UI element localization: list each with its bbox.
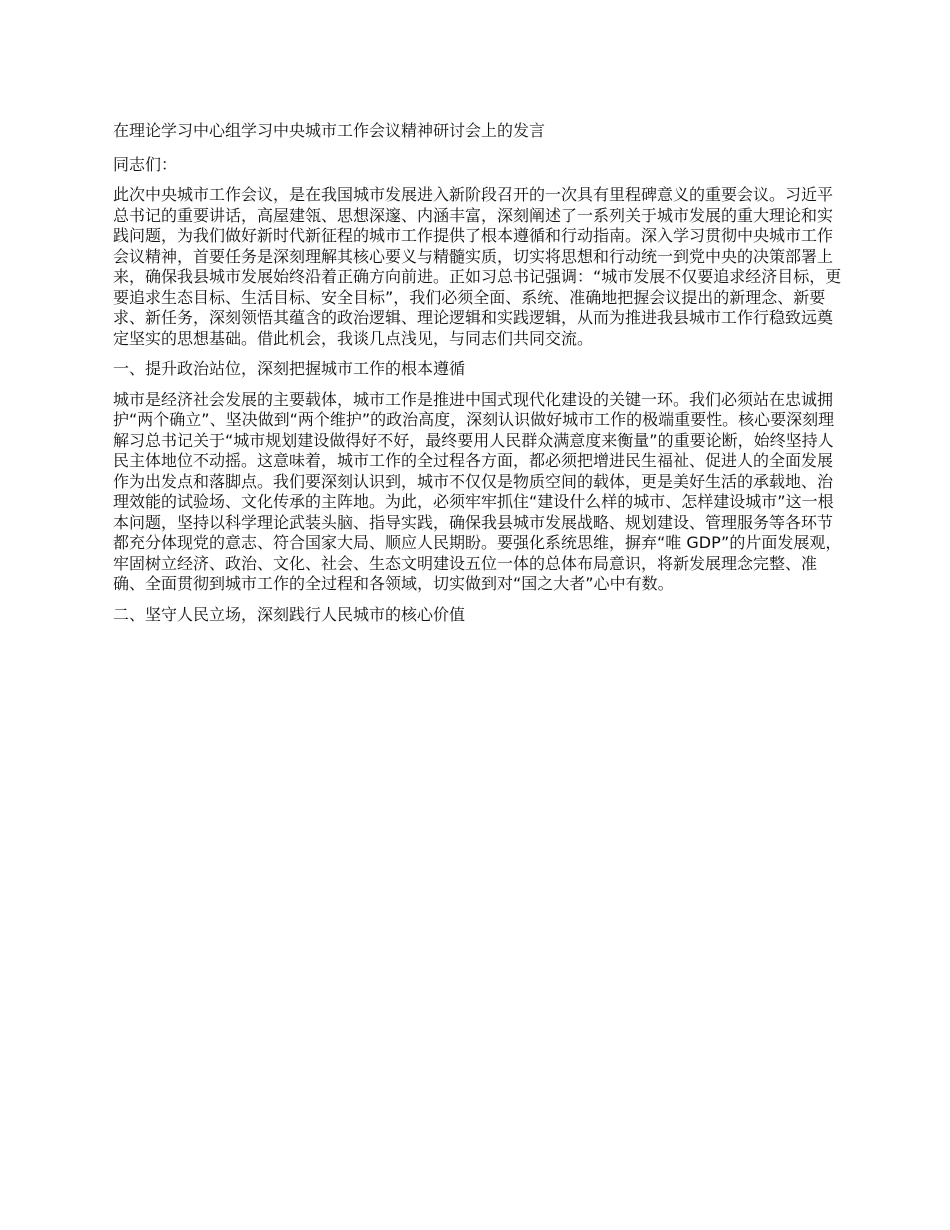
section-heading-2: 二、坚守人民立场，深刻践行人民城市的核心价值: [113, 604, 466, 624]
document-title: 在理论学习中心组学习中央城市工作会议精神研讨会上的发言: [113, 121, 546, 140]
greeting: 同志们：: [113, 154, 178, 174]
paragraph-intro: 此次中央城市工作会议，是在我国城市发展进入新阶段召开的一次具有里程碑意义的重要会议。习近平总书记的重要讲话，高屋建瓴、思想深邃、内涵丰富，深刻阐述了一系列关于城市发展的重大理论和实践问题，为我们做好新时代新征程的城市工作提供了根本遵循和行动指南。深入学习贯彻中央城市工作会议精神，首要任务是深刻理解其核心要义与精髓实质，切实将思想和行动统一到党中央的决策部署上来，确保我县城市发展始终沿着正确方向前进。正如习总书记强调：“城市发展不仅要追求经济目标，更要追求生态目标、生活目标、安全目标”，我们必须全面、系统、准确地把握会议提出的新理念、新要求、新任务，深刻领悟其蕴含的政治逻辑、理论逻辑和实践逻辑，从而为推进我县城市工作行稳致远奠定坚实的思想基础。借此机会，我谈几点浅见，与同志们共同交流。: [113, 185, 842, 348]
document-page: [113, 121, 843, 635]
section-heading-1: 一、提升政治站位，深刻把握城市工作的根本遵循: [113, 359, 466, 378]
paragraph-section-1: 城市是经济社会发展的主要载体，城市工作是推进中国式现代化建设的关键一环。我们必须站在忠诚拥护“两个确立”、坚决做到“两个维护”的政治高度，深刻认识做好城市工作的极端重要性。核心要深刻理解习总书记关于“城市规划建设做得好不好，最终要用人民群众满意度来衡量”的重要论断，始终坚持人民主体地位不动摇。这意味着，城市工作的全过程各方面，都必须把增进民生福祉、促进人的全面发展作为出发点和落脚点。我们要深刻认识到，城市不仅仅是物质空间的载体，更是美好生活的承载地、治理效能的试验场、文化传承的主阵地。为此，必须牢牢抓住“建设什么样的城市、怎样建设城市”这一根本问题，坚持以科学理论武装头脑、指导实践，确保我县城市发展战略、规划建设、管理服务等各环节都充分体现党的意志、符合国家大局、顺应人民期盼。要强化系统思维，摒弃“唯 GDP”的片面发展观，牢固树立经济、政治、文化、社会、生态文明建设五位一体的总体布局意识，将新发展理念完整、准确、全面贯彻到城市工作的全过程和各领域，切实做到对“国之大者”心中有数。: [113, 389, 842, 593]
